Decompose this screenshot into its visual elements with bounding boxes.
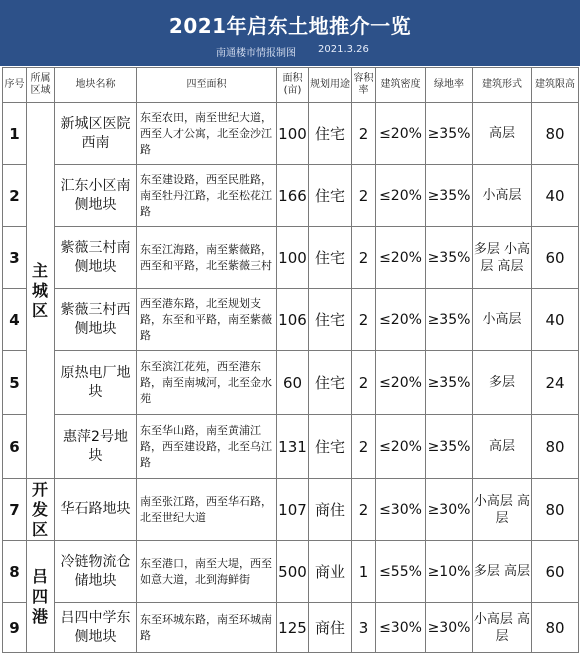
height-limit: 60 — [532, 227, 579, 289]
parcel-bounds: 东至华山路，南至黄浦江路，西至建设路，北至乌江路 — [137, 415, 277, 479]
table-row — [3, 415, 579, 479]
building-form: 小高层 高层 — [473, 479, 532, 541]
row-number: 4 — [3, 289, 27, 351]
planned-use: 住宅 — [309, 165, 352, 227]
publish-date: 2021.3.26 — [318, 44, 369, 55]
planned-use: 住宅 — [309, 227, 352, 289]
parcel-area: 60 — [277, 351, 309, 415]
green-rate: ≥35% — [426, 227, 473, 289]
row-number: 2 — [3, 165, 27, 227]
building-form: 多层 — [473, 351, 532, 415]
row-number: 3 — [3, 227, 27, 289]
parcel-name: 吕四中学东侧地块 — [55, 603, 137, 653]
parcel-name: 汇东小区南侧地块 — [55, 165, 137, 227]
table-header-row — [3, 68, 579, 103]
parcel-name: 紫薇三村西侧地块 — [55, 289, 137, 351]
green-rate: ≥35% — [426, 103, 473, 165]
parcel-bounds: 西至港东路，北至规划支路，东至和平路，南至紫薇路 — [137, 289, 277, 351]
height-limit: 40 — [532, 289, 579, 351]
building-density: ≤20% — [376, 415, 426, 479]
planned-use: 商住 — [309, 603, 352, 653]
parcel-name: 惠萍2号地块 — [55, 415, 137, 479]
table-row — [3, 227, 579, 289]
planned-use: 住宅 — [309, 415, 352, 479]
row-number: 8 — [3, 541, 27, 603]
zone-cell: 吕四港 — [27, 541, 55, 653]
building-density: ≤20% — [376, 289, 426, 351]
col-header: 面积(亩) — [277, 68, 309, 103]
green-rate: ≥30% — [426, 479, 473, 541]
parcel-bounds: 南至张江路，西至华石路，北至世纪大道 — [137, 479, 277, 541]
green-rate: ≥35% — [426, 289, 473, 351]
planned-use: 住宅 — [309, 289, 352, 351]
land-table — [2, 67, 579, 653]
planned-use: 住宅 — [309, 103, 352, 165]
height-limit: 40 — [532, 165, 579, 227]
planned-use: 商住 — [309, 479, 352, 541]
building-density: ≤20% — [376, 165, 426, 227]
col-header: 四至面积 — [137, 68, 277, 103]
green-rate: ≥35% — [426, 165, 473, 227]
parcel-bounds: 东至港口，南至大堤，西至如意大道，北到海鲜街 — [137, 541, 277, 603]
building-form: 高层 — [473, 103, 532, 165]
building-density: ≤55% — [376, 541, 426, 603]
zone-cell: 开发区 — [27, 479, 55, 541]
plot-ratio: 2 — [352, 415, 376, 479]
green-rate: ≥30% — [426, 603, 473, 653]
height-limit: 80 — [532, 103, 579, 165]
parcel-area: 100 — [277, 103, 309, 165]
planned-use: 商业 — [309, 541, 352, 603]
building-density: ≤30% — [376, 479, 426, 541]
table-row — [3, 165, 579, 227]
col-header: 建筑密度 — [376, 68, 426, 103]
parcel-area: 107 — [277, 479, 309, 541]
source-credit: 南通楼市情报制图 — [216, 48, 296, 59]
building-form: 小高层 — [473, 289, 532, 351]
col-header: 序号 — [3, 68, 27, 103]
plot-ratio: 2 — [352, 103, 376, 165]
row-number: 6 — [3, 415, 27, 479]
parcel-bounds: 东至滨江花苑，西至港东路，南至南城河，北至金水苑 — [137, 351, 277, 415]
col-header: 绿地率 — [426, 68, 473, 103]
plot-ratio: 2 — [352, 227, 376, 289]
height-limit: 80 — [532, 415, 579, 479]
title-banner — [0, 0, 580, 66]
height-limit: 80 — [532, 479, 579, 541]
row-number: 9 — [3, 603, 27, 653]
parcel-bounds: 东至建设路，西至民胜路，南至牡丹江路，北至松花江路 — [137, 165, 277, 227]
building-form: 高层 — [473, 415, 532, 479]
parcel-name: 原热电厂地块 — [55, 351, 137, 415]
col-header: 建筑限高 — [532, 68, 579, 103]
table-row — [3, 479, 579, 541]
parcel-area: 106 — [277, 289, 309, 351]
building-form: 小高层 高层 — [473, 603, 532, 653]
parcel-name: 新城区医院西南 — [55, 103, 137, 165]
building-form: 多层 高层 — [473, 541, 532, 603]
plot-ratio: 3 — [352, 603, 376, 653]
parcel-bounds: 东至环城东路，南至环城南路 — [137, 603, 277, 653]
table-row — [3, 603, 579, 653]
table-row — [3, 103, 579, 165]
plot-ratio: 1 — [352, 541, 376, 603]
building-form: 小高层 — [473, 165, 532, 227]
row-number: 5 — [3, 351, 27, 415]
parcel-area: 125 — [277, 603, 309, 653]
building-form: 多层 小高层 高层 — [473, 227, 532, 289]
parcel-area: 166 — [277, 165, 309, 227]
col-header: 建筑形式 — [473, 68, 532, 103]
col-header: 容积率 — [352, 68, 376, 103]
parcel-area: 131 — [277, 415, 309, 479]
col-header: 规划用途 — [309, 68, 352, 103]
planned-use: 住宅 — [309, 351, 352, 415]
col-header: 地块名称 — [55, 68, 137, 103]
plot-ratio: 2 — [352, 165, 376, 227]
height-limit: 24 — [532, 351, 579, 415]
green-rate: ≥35% — [426, 415, 473, 479]
parcel-name: 紫薇三村南侧地块 — [55, 227, 137, 289]
height-limit: 80 — [532, 603, 579, 653]
table-row — [3, 351, 579, 415]
zone-cell: 主城区 — [27, 103, 55, 479]
row-number: 1 — [3, 103, 27, 165]
building-density: ≤20% — [376, 103, 426, 165]
plot-ratio: 2 — [352, 289, 376, 351]
green-rate: ≥35% — [426, 351, 473, 415]
building-density: ≤20% — [376, 351, 426, 415]
parcel-area: 500 — [277, 541, 309, 603]
table-row — [3, 289, 579, 351]
page-title: 2021年启东土地推介一览 — [168, 14, 412, 38]
table-row — [3, 541, 579, 603]
parcel-area: 100 — [277, 227, 309, 289]
parcel-bounds: 东至农田，南至世纪大道，西至人才公寓，北至金沙江路 — [137, 103, 277, 165]
row-number: 7 — [3, 479, 27, 541]
height-limit: 60 — [532, 541, 579, 603]
plot-ratio: 2 — [352, 351, 376, 415]
building-density: ≤30% — [376, 603, 426, 653]
parcel-name: 华石路地块 — [55, 479, 137, 541]
green-rate: ≥10% — [426, 541, 473, 603]
parcel-name: 冷链物流仓储地块 — [55, 541, 137, 603]
col-header: 所属区域 — [27, 68, 55, 103]
plot-ratio: 2 — [352, 479, 376, 541]
parcel-bounds: 东至江海路，南至紫薇路，西至和平路，北至紫薇三村 — [137, 227, 277, 289]
building-density: ≤20% — [376, 227, 426, 289]
